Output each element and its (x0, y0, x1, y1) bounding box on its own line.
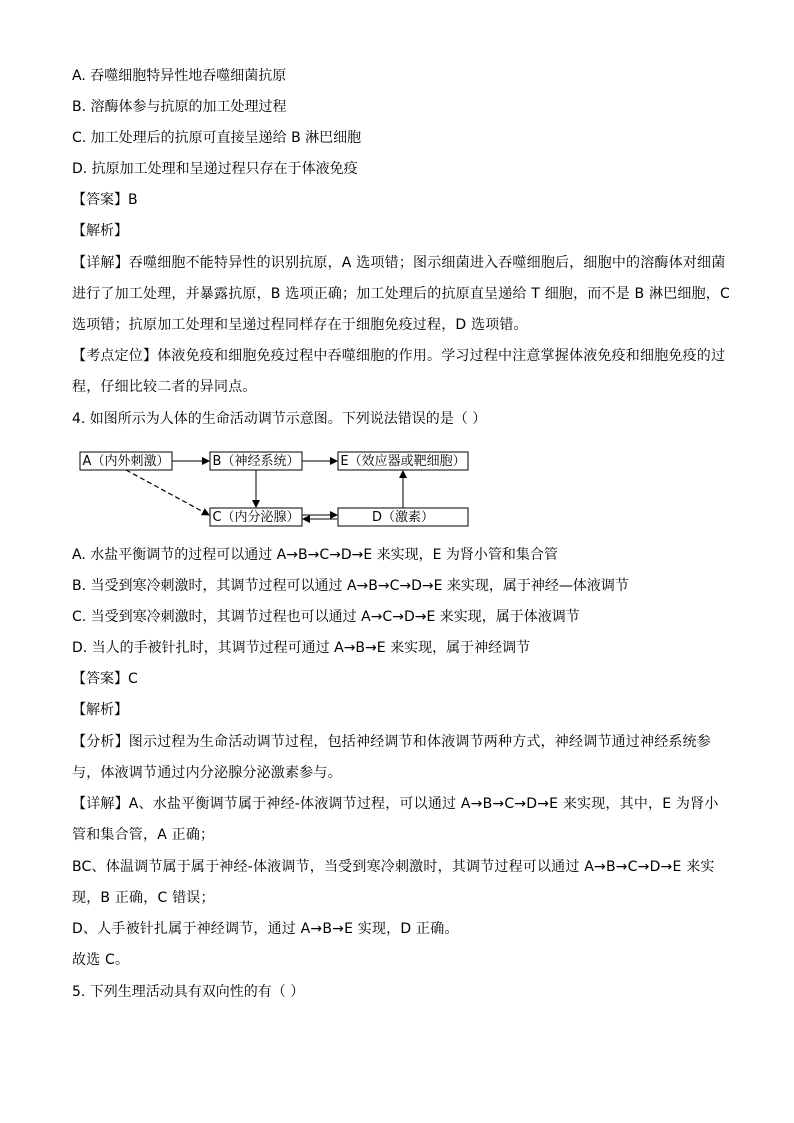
box-e (338, 452, 468, 470)
q4-option-c: C. 当受到寒冷刺激时，其调节过程也可以通过 A→C→D→E 来实现，属于体液调节 (72, 609, 580, 625)
q3-option-b: B. 溶酶体参与抗原的加工处理过程 (72, 99, 287, 115)
q3-kaodian-line: 程，仔细比较二者的异同点。 (72, 379, 257, 395)
q4-analysis-label: 【解析】 (72, 702, 128, 718)
q3-detail-line: 进行了加工处理，并暴露抗原，B 选项正确；加工处理后的抗原直呈递给 T 细胞，而不是 B 淋巴细胞，C (72, 286, 730, 302)
q3-option-c: C. 加工处理后的抗原可直接呈递给 B 淋巴细胞 (72, 130, 362, 146)
box-b (210, 452, 302, 470)
box-c (210, 508, 302, 526)
q4-option-d: D. 当人的手被针扎时，其调节过程可通过 A→B→E 来实现，属于神经调节 (72, 640, 531, 656)
box-b-label: B（神经系统） (212, 454, 300, 469)
q4-fenxi-line: 与，体液调节通过内分泌腺分泌激素参与。 (72, 765, 342, 781)
q3-kaodian-line: 【考点定位】体液免疫和细胞免疫过程中吞噬细胞的作用。学习过程中注意掌握体液免疫和细胞免疫的过 (72, 348, 726, 364)
q4-detail-line: 现，B 正确，C 错误； (72, 890, 215, 906)
q5-stem: 5. 下列生理活动具有双向性的有（ ） (72, 984, 305, 1000)
q4-option-b: B. 当受到寒冷刺激时，其调节过程可以通过 A→B→C→D→E 来实现，属于神经—体液调节 (72, 578, 629, 594)
q4-stem: 4. 如图所示为人体的生命活动调节示意图。下列说法错误的是（ ） (72, 411, 487, 427)
q4-detail-line: 【详解】A、水盐平衡调节属于神经-体液调节过程，可以通过 A→B→C→D→E 来实现，其中，E 为肾小 (72, 796, 719, 812)
box-a (80, 452, 172, 470)
q4-detail-line: BC、体温调节属于属于神经-体液调节，当受到寒冷刺激时，其调节过程可以通过 A→B→C→D→E 来实 (72, 859, 715, 875)
q4-detail-line: D、人手被针扎属于神经调节，通过 A→B→E 实现，D 正确。 (72, 921, 459, 937)
box-d-label: D（激素） (371, 510, 435, 525)
q3-option-a: A. 吞噬细胞特异性地吞噬细菌抗原 (72, 68, 287, 84)
q3-analysis-label: 【解析】 (72, 223, 128, 239)
q3-detail-line: 选项错；抗原加工处理和呈递过程同样存在于细胞免疫过程，D 选项错。 (72, 317, 528, 333)
q4-fenxi-line: 【分析】图示过程为生命活动调节过程，包括神经调节和体液调节两种方式，神经调节通过神经系统参 (72, 734, 711, 750)
regulation-diagram (78, 448, 478, 530)
q3-detail-line: 【详解】吞噬细胞不能特异性的识别抗原，A 选项错；图示细菌进入吞噬细胞后，细胞中的溶酶体对细菌 (72, 255, 726, 271)
q4-option-a: A. 水盐平衡调节的过程可以通过 A→B→C→D→E 来实现，E 为肾小管和集合管 (72, 547, 558, 563)
q4-detail-line: 管和集合管，A 正确； (72, 827, 215, 843)
box-a-label: A（内外刺激） (82, 454, 170, 469)
q3-option-d: D. 抗原加工处理和呈递过程只存在于体液免疫 (72, 161, 358, 177)
box-d (338, 508, 468, 526)
q3-answer: 【答案】B (72, 192, 138, 208)
q4-detail-line: 故选 C。 (72, 952, 130, 968)
box-c-label: C（内分泌腺） (212, 510, 300, 525)
q4-answer: 【答案】C (72, 671, 138, 687)
box-e-label: E（效应器或靶细胞） (340, 454, 466, 469)
arrow-a-to-c-dashed (126, 470, 209, 515)
